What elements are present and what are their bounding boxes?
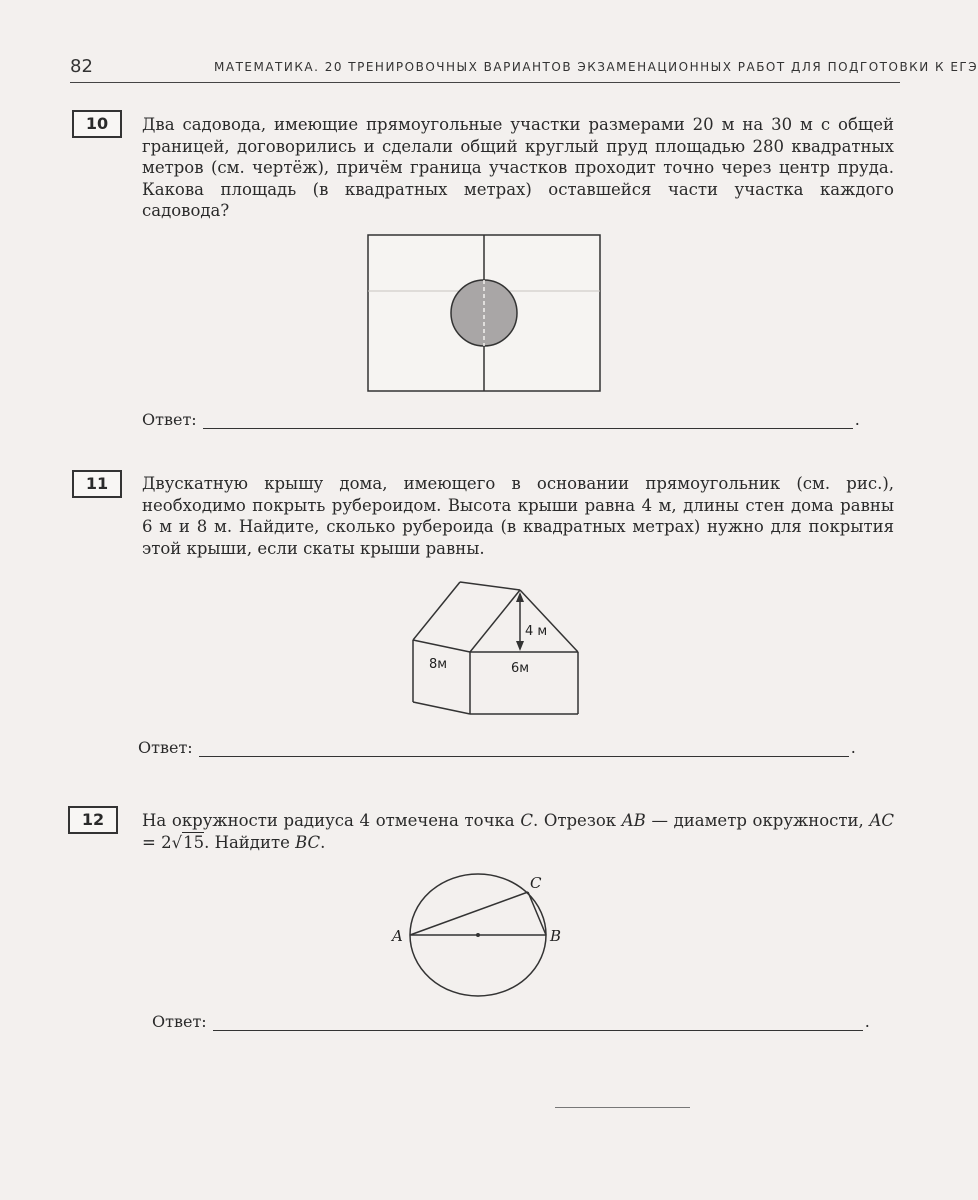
task-text: Двускатную крышу дома, имеющего в основании прямоугольник (см. рис.), необходимо покрыть рубероидом. Высота крыши равна 4 м, длины стен дома равны 6 м и 8 м. Найдите, сколько рубероида (в квадратных метрах) нужно для покрытия этой крыши, если скаты крыши равны. [142,474,894,558]
task-number-box: 10 [72,110,122,138]
answer-label: Ответ: [152,1012,207,1031]
answer-row [138,738,856,757]
segment-ac [410,892,528,935]
running-head: МАТЕМАТИКА. 20 ТРЕНИРОВОЧНЫХ ВАРИАНТОВ ЭКЗАМЕНАЦИОННЫХ РАБОТ ДЛЯ ПОДГОТОВКИ К ЕГЭ [214,60,978,74]
answer-line[interactable] [213,1029,863,1031]
front-wall-label: 6м [511,661,530,676]
answer-line[interactable] [199,755,849,757]
point-b-label: B [550,927,562,945]
answer-label: Ответ: [138,738,193,757]
task-number-box: 12 [68,806,118,834]
arrow-head-down [516,641,524,651]
plots-diagram [366,233,602,395]
answer-label: Ответ: [142,410,197,429]
answer-period: . [850,738,856,757]
page-number: 82 [70,56,93,77]
task-number-box: 11 [72,470,122,498]
segment-cb [528,892,546,935]
height-label: 4 м [525,624,548,639]
circle-diagram [388,868,578,1000]
task-text: На окружности радиуса 4 отмечена точка C. Отрезок AB — диаметр окружности, AC = 2√15. Найдите BC. [142,811,894,852]
answer-line[interactable] [203,427,853,429]
side-wall-label: 8м [429,657,448,672]
point-a-label: A [392,927,403,945]
point-c-label: C [530,874,542,892]
answer-period: . [864,1012,870,1031]
center-point [476,933,480,937]
answer-row [152,1012,870,1031]
task-text: Два садовода, имеющие прямоугольные участки размерами 20 м на 30 м с общей границей, договорились и сделали общий круглый пруд площадью 280 квадратных метров (см. чертёж), причём граница участков проходит точно через центр пруда. Какова площадь (в квадратных метрах) оставшейся части участка каждого садовода? [142,115,894,220]
header-rule [70,82,900,83]
house-diagram [405,578,585,720]
answer-row [142,410,860,429]
decorative-rule [555,1107,690,1108]
answer-period: . [854,410,860,429]
